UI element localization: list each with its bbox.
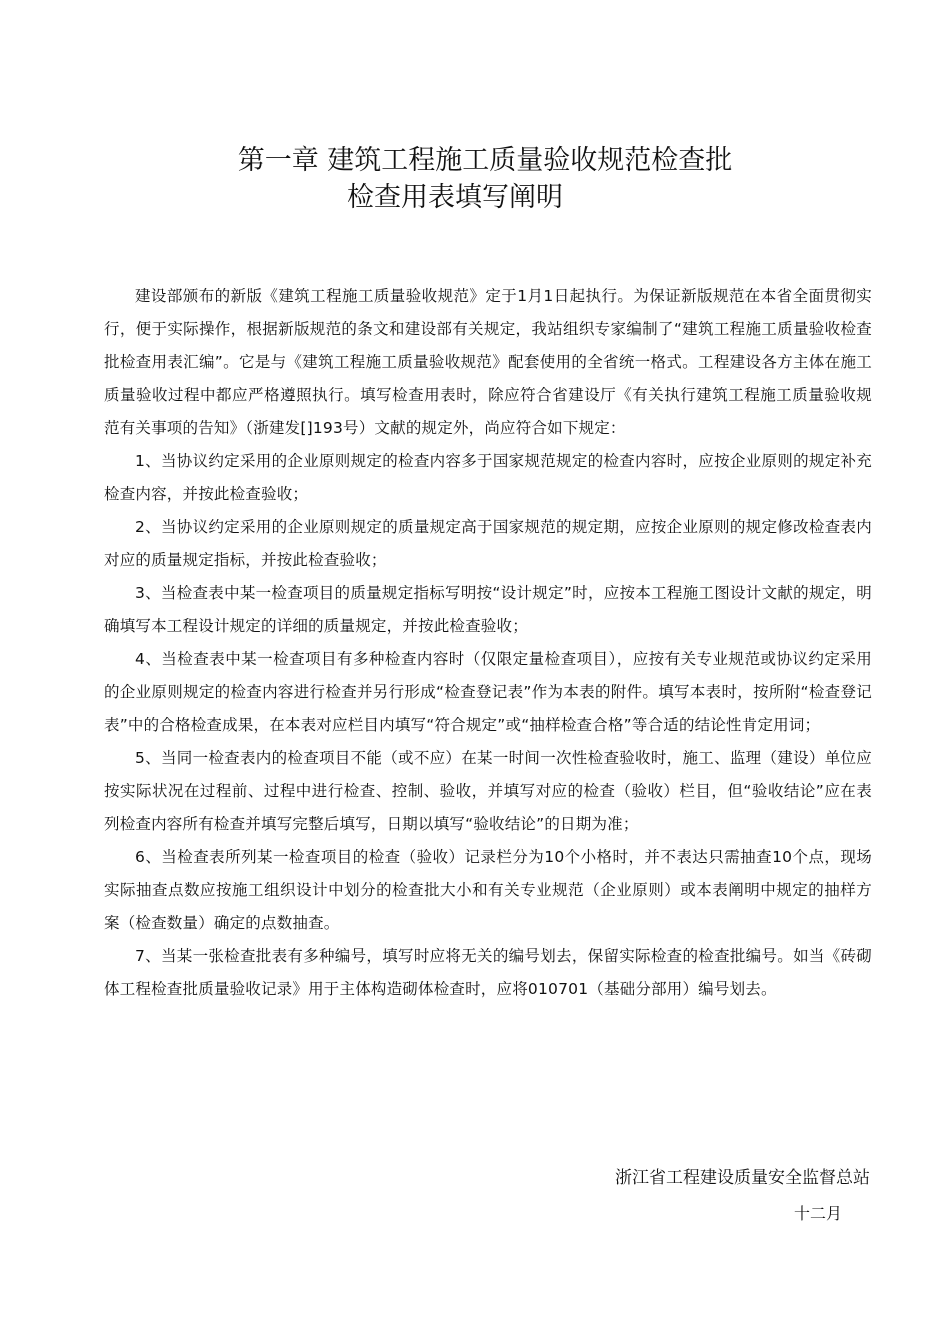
chapter-title: 第一章 建筑工程施工质量验收规范检查批: [237, 145, 733, 176]
signature-date: 十二月: [793, 1204, 842, 1223]
intro-paragraph: 建设部颁布的新版《建筑工程施工质量验收规范》定于1月1日起执行。为保证新版规范在本省全面贯彻实行，便于实际操作，根据新版规范的条文和建设部有关规定，我站组织专家编制了“建筑工程施工质量验收检查批检查用表汇编”。它是与《建筑工程施工质量验收规范》配套使用的全省统一格式。工程建设各方主体在施工质量验收过程中都应严格遵照执行。填写检查用表时，除应符合省建设厅《有关执行建筑工程施工质量验收规范有关事项的告知》（浙建发[]193号）文献的规定外，尚应符合如下规定：: [104, 287, 872, 437]
chapter-subtitle: 检查用表填写阐明: [347, 182, 563, 213]
document-body: [104, 280, 872, 1006]
rule-item-1: 1、当协议约定采用的企业原则规定的检查内容多于国家规范规定的检查内容时，应按企业原则的规定补充检查内容，并按此检查验收；: [104, 452, 872, 503]
rule-item-5: 5、当同一检查表内的检查项目不能（或不应）在某一时间一次性检查验收时，施工、监理（建设）单位应按实际状况在过程前、过程中进行检查、控制、验收，并填写对应的检查（验收）栏目，但“验收结论”应在表列检查内容所有检查并填写完整后填写，日期以填写“验收结论”的日期为准；: [104, 749, 872, 833]
rule-item-4: 4、当检查表中某一检查项目有多种检查内容时（仅限定量检查项目），应按有关专业规范或协议约定采用的企业原则规定的检查内容进行检查并另行形成“检查登记表”作为本表的附件。填写本表时，按所附“检查登记表”中的合格检查成果，在本表对应栏目内填写“符合规定”或“抽样检查合格”等合适的结论性肯定用词；: [104, 650, 872, 734]
signature-block: [615, 1160, 870, 1232]
rule-item-3: 3、当检查表中某一检查项目的质量规定指标写明按“设计规定”时，应按本工程施工图设计文献的规定，明确填写本工程设计规定的详细的质量规定，并按此检查验收；: [104, 584, 872, 635]
signature-organization: 浙江省工程建设质量安全监督总站: [615, 1168, 870, 1188]
rule-item-2: 2、当协议约定采用的企业原则规定的质量规定高于国家规范的规定期，应按企业原则的规定修改检查表内对应的质量规定指标，并按此检查验收；: [104, 518, 872, 569]
rule-item-7: 7、当某一张检查批表有多种编号，填写时应将无关的编号划去，保留实际检查的检查批编号。如当《砖砌体工程检查批质量验收记录》用于主体构造砌体检查时，应将010701（基础分部用）编号划去。: [104, 947, 872, 998]
rule-item-6: 6、当检查表所列某一检查项目的检查（验收）记录栏分为10个小格时，并不表达只需抽查10个点，现场实际抽查点数应按施工组织设计中划分的检查批大小和有关专业规范（企业原则）或本表阐明中规定的抽样方案（检查数量）确定的点数抽查。: [104, 848, 872, 932]
